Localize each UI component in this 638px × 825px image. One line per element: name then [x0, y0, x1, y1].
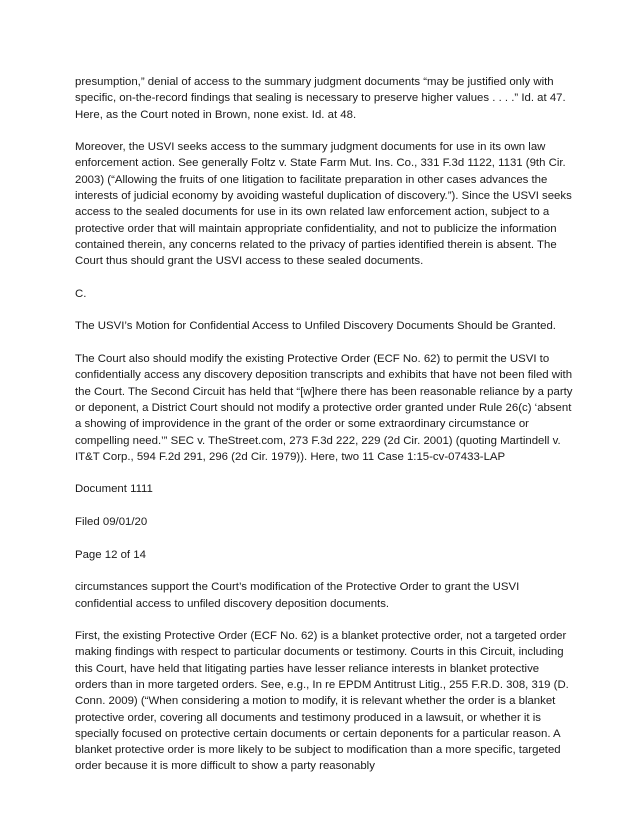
document-number-line: Document 1111: [75, 483, 153, 496]
paragraph-law-enforcement-use: Moreover, the USVI seeks access to the summary judgment documents for use in its own law enforcement action. See generally Foltz v. State Farm Mut. Ins. Co., 331 F.3d 1122, 1131 (9th Cir. 2003) (“Allowing the fruits of one litigation to facilitate preparation in other cases advances the interests of judicial economy by avoiding wasteful duplication of discovery.”). Since the USVI seeks access to the sealed documents for use in its own related law enforcement action, subject to a protective order that will maintain appropriate confidentiality, and not to publicize the information contained therein, any concerns related to the privacy of parties identified therein is absent. The Court thus should grant the USVI access to these sealed documents.: [75, 141, 572, 268]
paragraph-modify-protective-order: The Court also should modify the existing Protective Order (ECF No. 62) to permit the USVI to confidentially access any discovery deposition transcripts and exhibits that have not been filed with the Court. The Second Circuit has held that “[w]here there has been reasonable reliance by a party or deponent, a District Court should not modify a protective order granted under Rule 26(c) ‘absent a showing of improvidence in the grant of the order or some extraordinary circumstance or compelling need.’” SEC v. TheStreet.com, 273 F.3d 222, 229 (2d Cir. 2001) (quoting Martindell v. IT&T Corp., 594 F.2d 291, 296 (2d Cir. 1979)). Here, two 11 Case 1:15-cv-07433-LAP: [75, 353, 573, 463]
document-page: [75, 74, 573, 791]
paragraph-blanket-order: First, the existing Protective Order (ECF No. 62) is a blanket protective order, not a targeted order making findings with respect to particular documents or testimony. Courts in this Circuit, including this Court, have held that litigating parties have lesser reliance interests in blanket protective orders than in more targeted orders. See, e.g., In re EPDM Antitrust Litig., 255 F.R.D. 308, 319 (D. Conn. 2009) (“When considering a motion to modify, it is relevant whether the order is a blanket protective order, covering all documents and testimony produced in a lawsuit, or whether it is specially focused on protective certain documents or certain deponents for a particular reason. A blanket protective order is more likely to be subject to modification than a more specific, targeted order because it is more difficult to show a party reasonably: [75, 630, 569, 773]
filed-date-line: Filed 09/01/20: [75, 516, 148, 529]
section-marker-c: C.: [75, 287, 87, 300]
section-heading: The USVI’s Motion for Confidential Access to Unfiled Discovery Documents Should be Granted.: [75, 320, 556, 333]
paragraph-circumstances: circumstances support the Court’s modification of the Protective Order to grant the USVI confidential access to unfiled discovery deposition documents.: [75, 581, 520, 610]
paragraph-presumption: presumption,” denial of access to the summary judgment documents “may be justified only with specific, on-the-record findings that sealing is necessary to preserve higher values . . . .” Id. at 47. Here, as the Court noted in Brown, none exist. Id. at 48.: [75, 76, 566, 121]
page-number-line: Page 12 of 14: [75, 548, 146, 561]
